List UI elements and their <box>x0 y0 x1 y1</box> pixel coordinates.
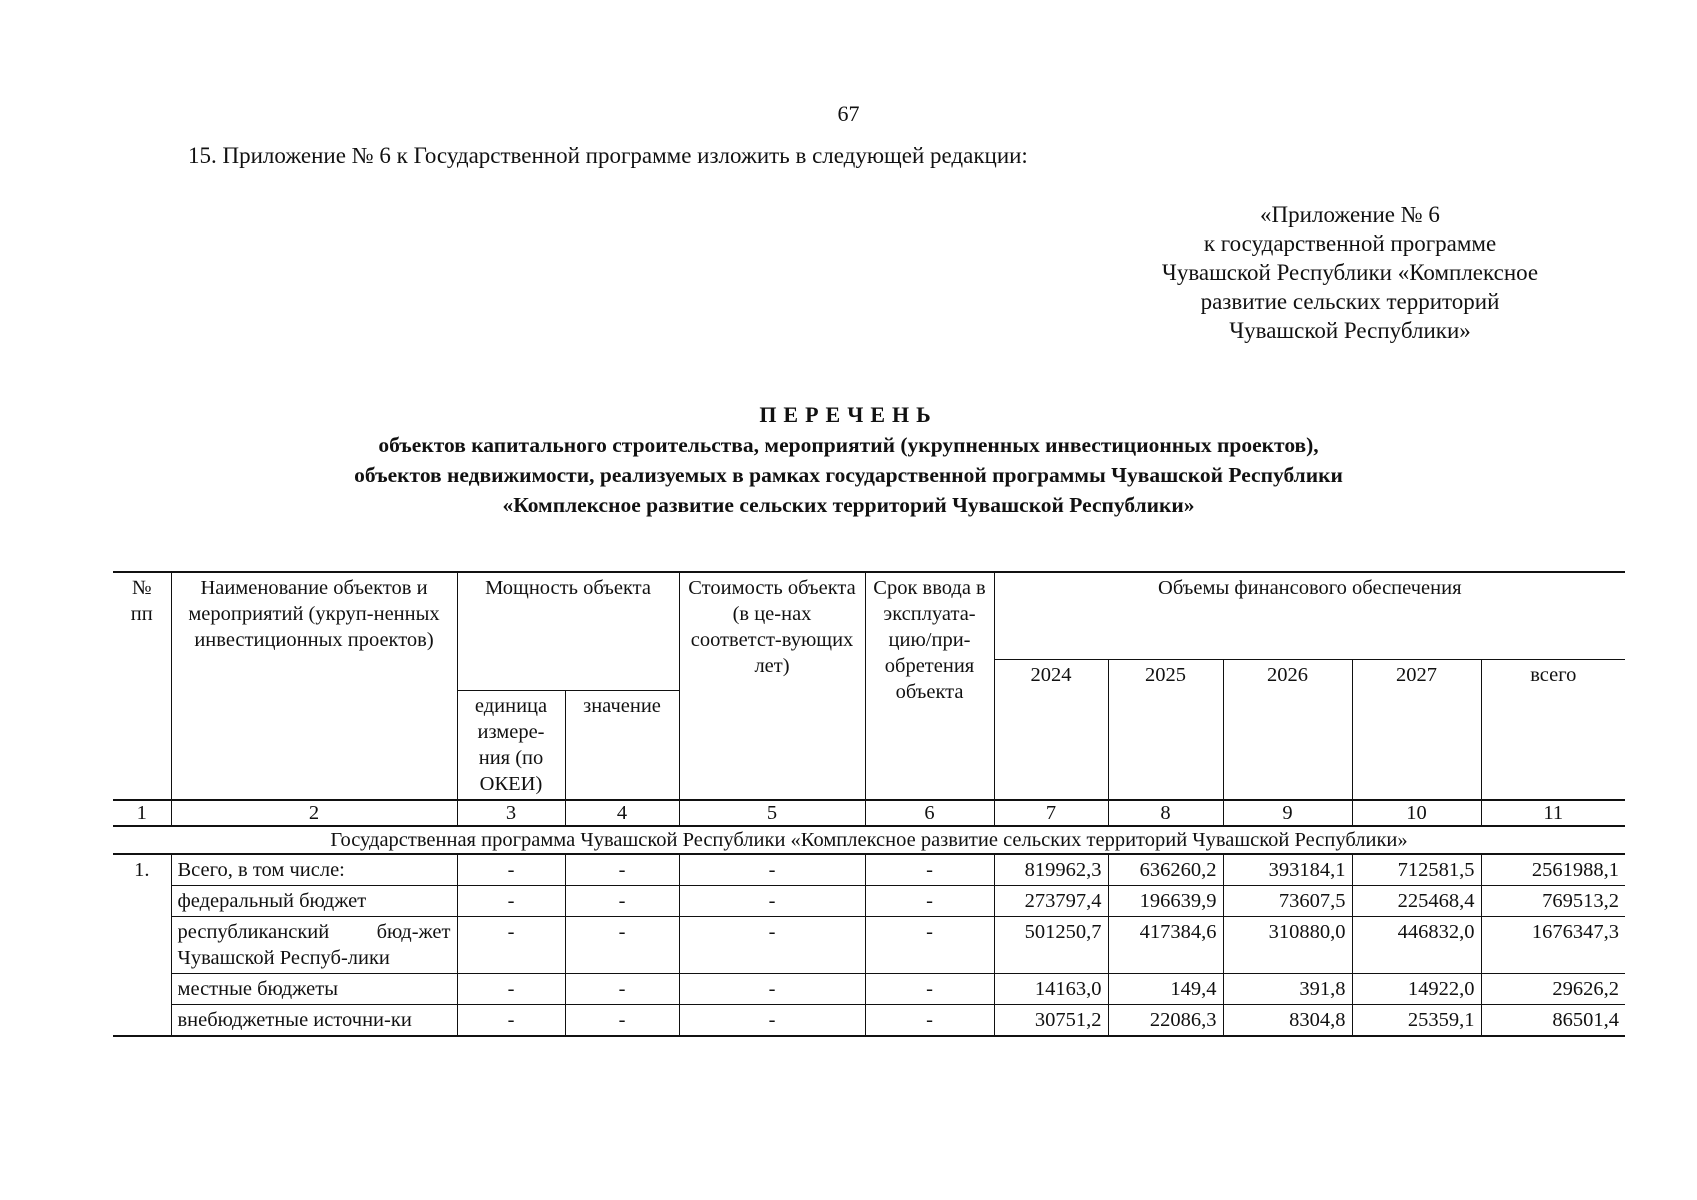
cell-value: - <box>565 854 679 886</box>
appendix-line: «Приложение № 6 <box>1260 202 1440 227</box>
section-row <box>113 826 1625 854</box>
cell-2026: 73607,5 <box>1223 886 1352 917</box>
cell-unit: - <box>457 974 565 1005</box>
column-number: 3 <box>457 800 565 826</box>
appendix-header <box>1120 200 1580 345</box>
cell-2025: 22086,3 <box>1108 1005 1223 1037</box>
cell-total: 86501,4 <box>1481 1005 1625 1037</box>
cell-total: 29626,2 <box>1481 974 1625 1005</box>
title-word: ПЕРЕЧЕНЬ <box>759 402 938 427</box>
cell-2025: 636260,2 <box>1108 854 1223 886</box>
cell-unit: - <box>457 886 565 917</box>
table-row <box>113 1005 1625 1037</box>
cell-2027: 25359,1 <box>1352 1005 1481 1037</box>
table-row <box>113 917 1625 974</box>
column-number: 10 <box>1352 800 1481 826</box>
header-value: значение <box>565 690 679 800</box>
cell-2024: 30751,2 <box>994 1005 1108 1037</box>
cell-total: 769513,2 <box>1481 886 1625 917</box>
cell-2026: 310880,0 <box>1223 917 1352 974</box>
column-number: 7 <box>994 800 1108 826</box>
cell-value: - <box>565 917 679 974</box>
appendix-line: развитие сельских территорий <box>1200 289 1500 314</box>
header-capacity: Мощность объекта <box>457 572 679 690</box>
cell-2027: 225468,4 <box>1352 886 1481 917</box>
header-year-2024: 2024 <box>994 659 1108 800</box>
header-cost: Стоимость объекта (в це-нах соответст-вующих лет) <box>679 572 865 800</box>
appendix-line: к государственной программе <box>1203 231 1497 256</box>
cell-2026: 393184,1 <box>1223 854 1352 886</box>
cell-unit: - <box>457 854 565 886</box>
document-title <box>0 400 1697 520</box>
cell-value: - <box>565 886 679 917</box>
header-year-2026: 2026 <box>1223 659 1352 800</box>
title-line: объектов недвижимости, реализуемых в рамках государственной программы Чувашской Республики <box>354 463 1343 487</box>
cell-term: - <box>865 854 994 886</box>
cell-term: - <box>865 1005 994 1037</box>
header-term: Срок ввода в эксплуата-цию/при-обретения объекта <box>865 572 994 800</box>
cell-2025: 196639,9 <box>1108 886 1223 917</box>
title-line: объектов капитального строительства, мероприятий (укрупненных инвестиционных проектов), <box>378 433 1319 457</box>
row-name: федеральный бюджет <box>171 886 457 917</box>
table-row <box>113 886 1625 917</box>
header-name: Наименование объектов и мероприятий (укруп-ненных инвестиционных проектов) <box>171 572 457 800</box>
cell-2024: 273797,4 <box>994 886 1108 917</box>
column-numbers-row <box>113 800 1625 826</box>
cell-term: - <box>865 917 994 974</box>
capital-objects-table <box>113 571 1625 1037</box>
row-name: местные бюджеты <box>171 974 457 1005</box>
cell-value: - <box>565 1005 679 1037</box>
cell-2024: 14163,0 <box>994 974 1108 1005</box>
cell-2026: 391,8 <box>1223 974 1352 1005</box>
cell-2027: 14922,0 <box>1352 974 1481 1005</box>
appendix-line: Чувашской Республики «Комплексное <box>1161 260 1539 285</box>
cell-term: - <box>865 886 994 917</box>
table-row <box>113 854 1625 886</box>
cell-cost: - <box>679 886 865 917</box>
cell-2026: 8304,8 <box>1223 1005 1352 1037</box>
cell-2024: 819962,3 <box>994 854 1108 886</box>
cell-2024: 501250,7 <box>994 917 1108 974</box>
cell-2025: 149,4 <box>1108 974 1223 1005</box>
header-no: № пп <box>113 572 171 800</box>
cell-cost: - <box>679 854 865 886</box>
column-number: 1 <box>113 800 171 826</box>
column-number: 4 <box>565 800 679 826</box>
column-number: 6 <box>865 800 994 826</box>
cell-cost: - <box>679 1005 865 1037</box>
cell-unit: - <box>457 1005 565 1037</box>
section-title: Государственная программа Чувашской Республики «Комплексное развитие сельских территорий Чувашской Республики» <box>113 826 1625 854</box>
column-number: 5 <box>679 800 865 826</box>
cell-2025: 417384,6 <box>1108 917 1223 974</box>
column-number: 9 <box>1223 800 1352 826</box>
header-unit: единица измере-ния (по ОКЕИ) <box>457 690 565 800</box>
column-number: 8 <box>1108 800 1223 826</box>
cell-2027: 446832,0 <box>1352 917 1481 974</box>
instruction-text: 15. Приложение № 6 к Государственной программе изложить в следующей редакции: <box>188 143 1028 168</box>
column-number: 11 <box>1481 800 1625 826</box>
cell-total: 1676347,3 <box>1481 917 1625 974</box>
cell-2027: 712581,5 <box>1352 854 1481 886</box>
appendix-line: Чувашской Республики» <box>1229 318 1471 343</box>
header-total: всего <box>1481 659 1625 800</box>
row-name: внебюджетные источни-ки <box>171 1005 457 1037</box>
table-row <box>113 974 1625 1005</box>
cell-cost: - <box>679 974 865 1005</box>
row-index: 1. <box>113 854 171 1036</box>
header-funding: Объемы финансового обеспечения <box>994 572 1625 659</box>
cell-unit: - <box>457 917 565 974</box>
header-year-2025: 2025 <box>1108 659 1223 800</box>
header-year-2027: 2027 <box>1352 659 1481 800</box>
cell-total: 2561988,1 <box>1481 854 1625 886</box>
title-line: «Комплексное развитие сельских территорий Чувашской Республики» <box>502 493 1195 517</box>
cell-term: - <box>865 974 994 1005</box>
column-number: 2 <box>171 800 457 826</box>
cell-value: - <box>565 974 679 1005</box>
row-name: Всего, в том числе: <box>171 854 457 886</box>
cell-cost: - <box>679 917 865 974</box>
row-name: республиканский бюд-жет Чувашской Респуб-лики <box>171 917 457 974</box>
page-number: 67 <box>837 101 860 126</box>
